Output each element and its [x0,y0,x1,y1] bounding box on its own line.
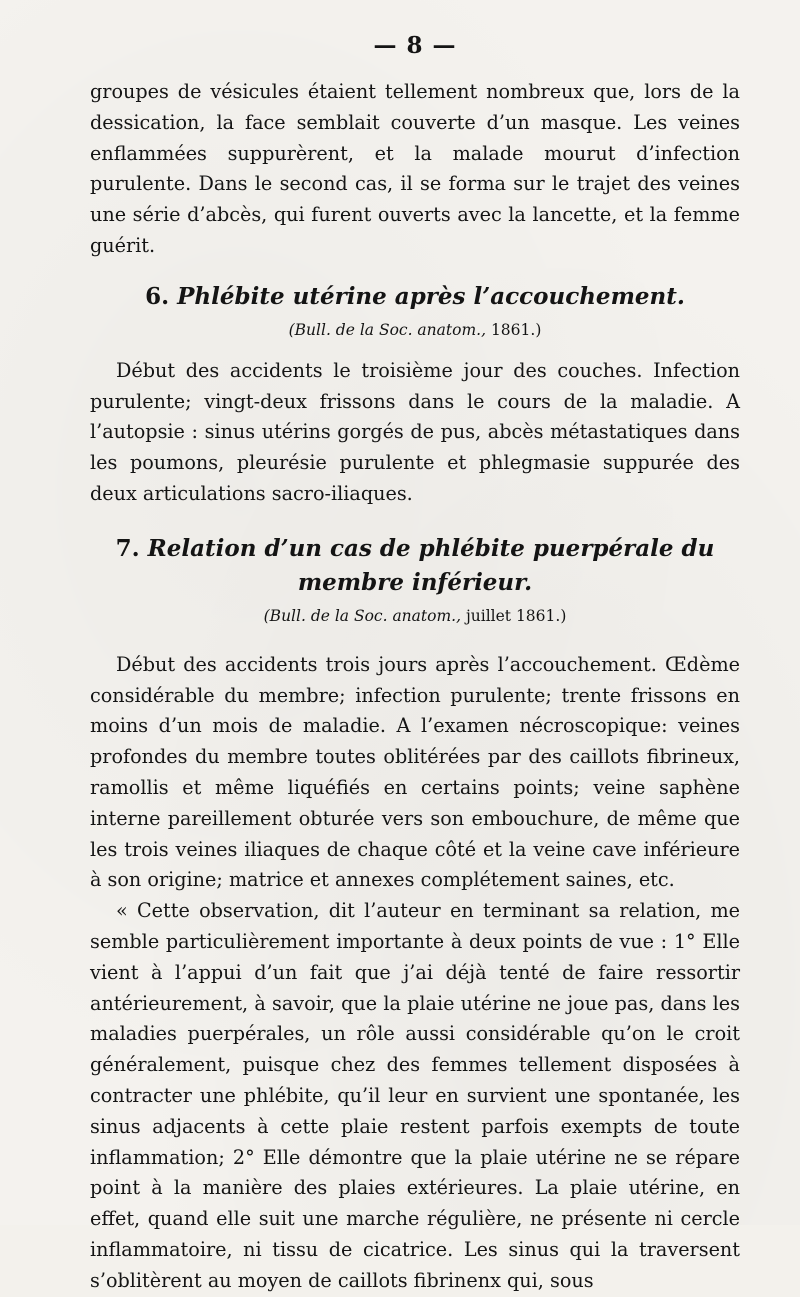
section-6-title: Phlébite utérine après l’accouchement. [177,282,685,310]
section-6-number: 6. [145,282,170,310]
section-7-heading [90,532,740,600]
section-7-title: Relation d’un cas de phlébite puerpérale du membre inférieur. [147,534,715,596]
section-6-heading [90,280,740,314]
page-number: — 8 — [373,32,457,59]
section-6-ref-date: 1861.) [486,320,542,339]
section-7-ref-date: juillet 1861.) [461,606,567,625]
section-7-number: 7. [115,534,140,562]
section-6-ref-source: (Bull. de la Soc. anatom., [288,320,487,339]
section-7-body: Début des accidents trois jours après l’accouchement. Œdème considérable du membre; infection purulente; trente frissons en moins d’un mois de maladie. A l’examen nécroscopique: veines profondes du membre toutes oblitérées par des caillots fibrineux, ramollis et même liquéfiés en certains points; veine saphène interne pareillement obturée vers son embouchure, de même que les trois veines iliaques de chaque côté et la veine cave inférieure à son origine; matrice et annexes complétement saines, etc. [90,652,740,892]
section-6-reference [90,318,740,342]
section-7-ref-source: (Bull. de la Soc. anatom., [263,606,462,625]
section-7-reference [90,604,740,628]
paragraph-intro: groupes de vésicules étaient tellement nombreux que, lors de la dessication, la face semblait couverte d’un masque. Les veines enflammées suppurèrent, et la malade mourut d’infection purulente. Dans le second cas, il se forma sur le trajet des veines une série d’abcès, qui furent ouverts avec la lancette, et la femme guérit. [90,80,740,257]
section-7-quote: « Cette observation, dit l’auteur en terminant sa relation, me semble particulièrement importante à deux points de vue : 1° Elle vient à l’appui d’un fait que j’ai déjà tenté de faire ressortir antérieurement, à savoir, que la plaie utérine ne joue pas, dans les maladies puerpérales, un rôle aussi considérable qu’on le croit généralement, puisque chez des femmes tellement disposées à contracter une phlébite, qu’il leur en survient une spontanée, les sinus adjacents à cette plaie restent parfois exempts de toute inflammation; 2° Elle démontre que la plaie utérine ne se répare point à la manière des plaies extérieures. La plaie utérine, en effet, quand elle suit une marche régulière, ne présente ni cercle inflammatoire, ni tissu de cicatrice. Les sinus qui la traversent s’oblitèrent au moyen de caillots fibrinenx qui, sous [90,899,740,1292]
section-6-body: Début des accidents le troisième jour des couches. Infection purulente; vingt-deux frissons dans le cours de la maladie. A l’autopsie : sinus utérins gorgés de pus, abcès métastatiques dans les poumons, pleurésie purulente et phlegmasie suppurée des deux articulations sacro-iliaques. [90,358,740,505]
